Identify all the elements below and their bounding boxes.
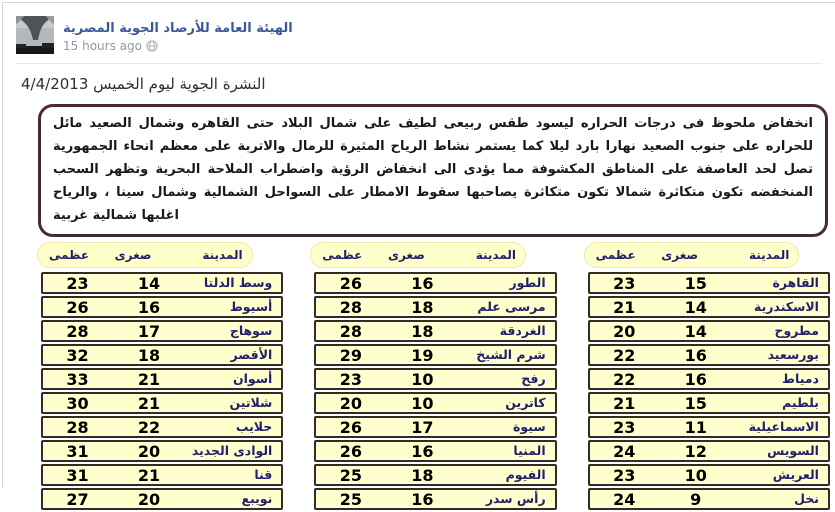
min-temp-value: 11 (684, 417, 707, 437)
min-temp-value: 21 (137, 393, 161, 413)
city-name: الاسماعيلية (748, 419, 819, 434)
max-temp-value: 32 (66, 345, 89, 365)
max-temp-value: 29 (339, 345, 363, 365)
city-temperature-row (588, 416, 830, 438)
city-temperature-row (588, 488, 830, 510)
max-temp-value: 26 (339, 441, 363, 461)
max-temp-value: 23 (613, 273, 636, 293)
max-temp-value: 22 (613, 369, 636, 389)
post-photo-attachment[interactable] (3, 104, 835, 512)
min-temp-value: 20 (137, 441, 161, 461)
post-message: النشرة الجوية ليوم الخميس 4/4/2013 (21, 75, 266, 93)
post-timestamp-link[interactable]: 15 hours ago (63, 39, 142, 53)
min-temp-value: 19 (411, 345, 434, 365)
city-name: سوهاج (229, 323, 273, 338)
table-header-row (310, 242, 526, 268)
min-temp-value: 14 (137, 273, 161, 293)
city-name: نخل (794, 491, 819, 506)
header-max-label: عظمى (48, 247, 90, 262)
city-name: الأقصر (230, 347, 273, 362)
max-temp-value: 26 (339, 273, 363, 293)
city-temperature-row (41, 440, 283, 462)
facebook-post-card (2, 2, 835, 509)
city-name: شرم الشيخ (476, 347, 546, 362)
city-temperature-row (41, 296, 283, 318)
city-temperature-row (41, 464, 283, 486)
min-temp-value: 18 (411, 297, 434, 317)
city-temperature-row (588, 368, 830, 390)
temp-table-left (41, 242, 283, 512)
max-temp-value: 28 (339, 297, 363, 317)
max-temp-value: 31 (66, 441, 89, 461)
max-temp-value: 21 (613, 297, 636, 317)
header-city-label: المدينة (749, 248, 790, 262)
city-name: المنيا (513, 443, 546, 458)
globe-icon (146, 40, 158, 52)
min-temp-value: 16 (137, 297, 161, 317)
min-temp-value: 10 (411, 369, 434, 389)
max-temp-value: 25 (339, 465, 363, 485)
max-temp-value: 33 (66, 369, 89, 389)
page-avatar[interactable] (16, 16, 54, 54)
min-temp-value: 14 (684, 321, 707, 341)
city-temperature-row (41, 272, 283, 294)
city-temperature-row (314, 416, 556, 438)
city-temperature-row (314, 296, 556, 318)
post-header-meta (63, 16, 293, 53)
city-name: الوادى الجديد (191, 443, 273, 458)
max-temp-value: 26 (339, 417, 363, 437)
min-temp-value: 16 (411, 273, 434, 293)
city-name: حلايب (235, 419, 273, 434)
max-temp-value: 24 (613, 489, 636, 509)
city-temperature-row (41, 368, 283, 390)
min-temp-value: 17 (137, 321, 161, 341)
city-temperature-row (314, 488, 556, 510)
table-header-row (584, 242, 800, 268)
max-temp-value: 23 (339, 369, 363, 389)
city-name: شلاتين (229, 395, 273, 410)
max-temp-value: 25 (339, 489, 363, 509)
min-temp-value: 15 (684, 273, 707, 293)
min-temp-value: 12 (684, 441, 707, 461)
city-name: وسط الدلتا (203, 275, 273, 290)
city-temperature-row (314, 368, 556, 390)
city-temperature-row (588, 296, 830, 318)
min-temp-value: 18 (411, 321, 434, 341)
header-min-label: صغرى (114, 247, 152, 262)
city-name: القاهرة (772, 275, 819, 290)
temperature-tables (41, 242, 830, 512)
city-name: العريش (772, 467, 819, 482)
min-temp-value: 14 (684, 297, 707, 317)
table-rows (314, 272, 556, 510)
max-temp-value: 23 (66, 273, 89, 293)
city-name: الاسكندرية (754, 299, 819, 314)
min-temp-value: 20 (137, 489, 161, 509)
header-max-label: عظمى (322, 247, 363, 262)
max-temp-value: 23 (613, 417, 636, 437)
post-header (3, 3, 835, 54)
max-temp-value: 28 (66, 417, 89, 437)
city-temperature-row (314, 464, 556, 486)
city-temperature-row (314, 344, 556, 366)
city-name: قنا (254, 467, 273, 482)
city-temperature-row (314, 320, 556, 342)
min-temp-value: 15 (684, 393, 707, 413)
min-temp-value: 21 (137, 465, 161, 485)
max-temp-value: 24 (613, 441, 636, 461)
max-temp-value: 26 (66, 297, 89, 317)
table-header-row (37, 242, 253, 268)
city-temperature-row (588, 272, 830, 294)
city-temperature-row (41, 488, 283, 510)
min-temp-value: 16 (684, 369, 707, 389)
max-temp-value: 23 (613, 465, 636, 485)
city-temperature-row (588, 440, 830, 462)
min-temp-value: 16 (411, 441, 434, 461)
max-temp-value: 20 (339, 393, 363, 413)
min-temp-value: 22 (137, 417, 161, 437)
city-name: أسوان (232, 371, 273, 386)
min-temp-value: 9 (690, 489, 702, 509)
post-subline (63, 39, 293, 53)
min-temp-value: 18 (137, 345, 161, 365)
max-temp-value: 21 (613, 393, 636, 413)
city-temperature-row (588, 464, 830, 486)
tornado-photo (16, 16, 54, 54)
city-name: نويبع (241, 491, 273, 506)
page-name-link[interactable]: الهيئة العامة للأرصاد الجوية المصرية (63, 21, 293, 36)
city-temperature-row (314, 440, 556, 462)
temp-table-right (588, 242, 830, 512)
city-temperature-row (588, 392, 830, 414)
min-temp-value: 17 (411, 417, 434, 437)
city-temperature-row (588, 320, 830, 342)
city-name: الفيوم (505, 467, 546, 482)
min-temp-value: 18 (411, 465, 434, 485)
city-temperature-row (314, 392, 556, 414)
city-temperature-row (588, 344, 830, 366)
city-name: السويس (767, 443, 819, 458)
max-temp-value: 27 (66, 489, 89, 509)
city-temperature-row (41, 320, 283, 342)
table-rows (41, 272, 283, 510)
header-min-label: صغرى (387, 247, 425, 262)
min-temp-value: 10 (411, 393, 434, 413)
city-name: سيوة (513, 419, 546, 434)
max-temp-value: 30 (66, 393, 89, 413)
city-name: مطروح (774, 323, 819, 338)
max-temp-value: 20 (613, 321, 636, 341)
header-max-label: عظمى (595, 247, 636, 262)
city-temperature-row (41, 344, 283, 366)
forecast-summary-box: انخفاض ملحوظ فى درجات الحراره ليسود طقس ربيعى لطيف على شمال البلاد حتى القاهره وشمال الصعيد مائل للحراره على جنوب الصعيد نهارا بارد ليلا كما يستمر نشاط الرياح المثيرة للرمال والاتربة على معظم انحاء الجمهورية تصل لحد العاصفة على المناطق المكشوفة مما يؤدى الى انخفاض الرؤية واضطراب الملاحة البحرية وتظهر السحب المنخفضه تكون متكاثرة شمالا تكون متكاثرة يصاحبها سقوط الامطار على السواحل الشمالية وشمال سينا ، والرياح اغلبها شمالية غربية (38, 104, 828, 237)
city-name: بورسعيد (767, 347, 819, 362)
city-name: الطور (509, 275, 546, 290)
city-name: دمياط (782, 371, 819, 386)
city-name: كاترين (505, 395, 546, 410)
max-temp-value: 31 (66, 465, 89, 485)
header-city-label: المدينة (475, 248, 516, 262)
city-name: رأس سدر (485, 491, 546, 506)
max-temp-value: 22 (613, 345, 636, 365)
max-temp-value: 28 (66, 321, 89, 341)
header-min-label: صغرى (661, 247, 699, 262)
city-name: رفح (521, 371, 546, 386)
max-temp-value: 28 (339, 321, 363, 341)
table-rows (588, 272, 830, 510)
min-temp-value: 16 (411, 489, 434, 509)
min-temp-value: 21 (137, 369, 161, 389)
city-name: الغردقة (499, 323, 546, 338)
min-temp-value: 16 (684, 345, 707, 365)
city-name: بلطيم (782, 395, 819, 410)
city-name: أسيوط (229, 299, 273, 314)
city-temperature-row (41, 416, 283, 438)
city-temperature-row (41, 392, 283, 414)
temp-table-middle (314, 242, 556, 512)
min-temp-value: 10 (684, 465, 707, 485)
city-temperature-row (314, 272, 556, 294)
city-name: مرسى علم (477, 299, 546, 314)
header-city-label: المدينة (202, 248, 243, 262)
